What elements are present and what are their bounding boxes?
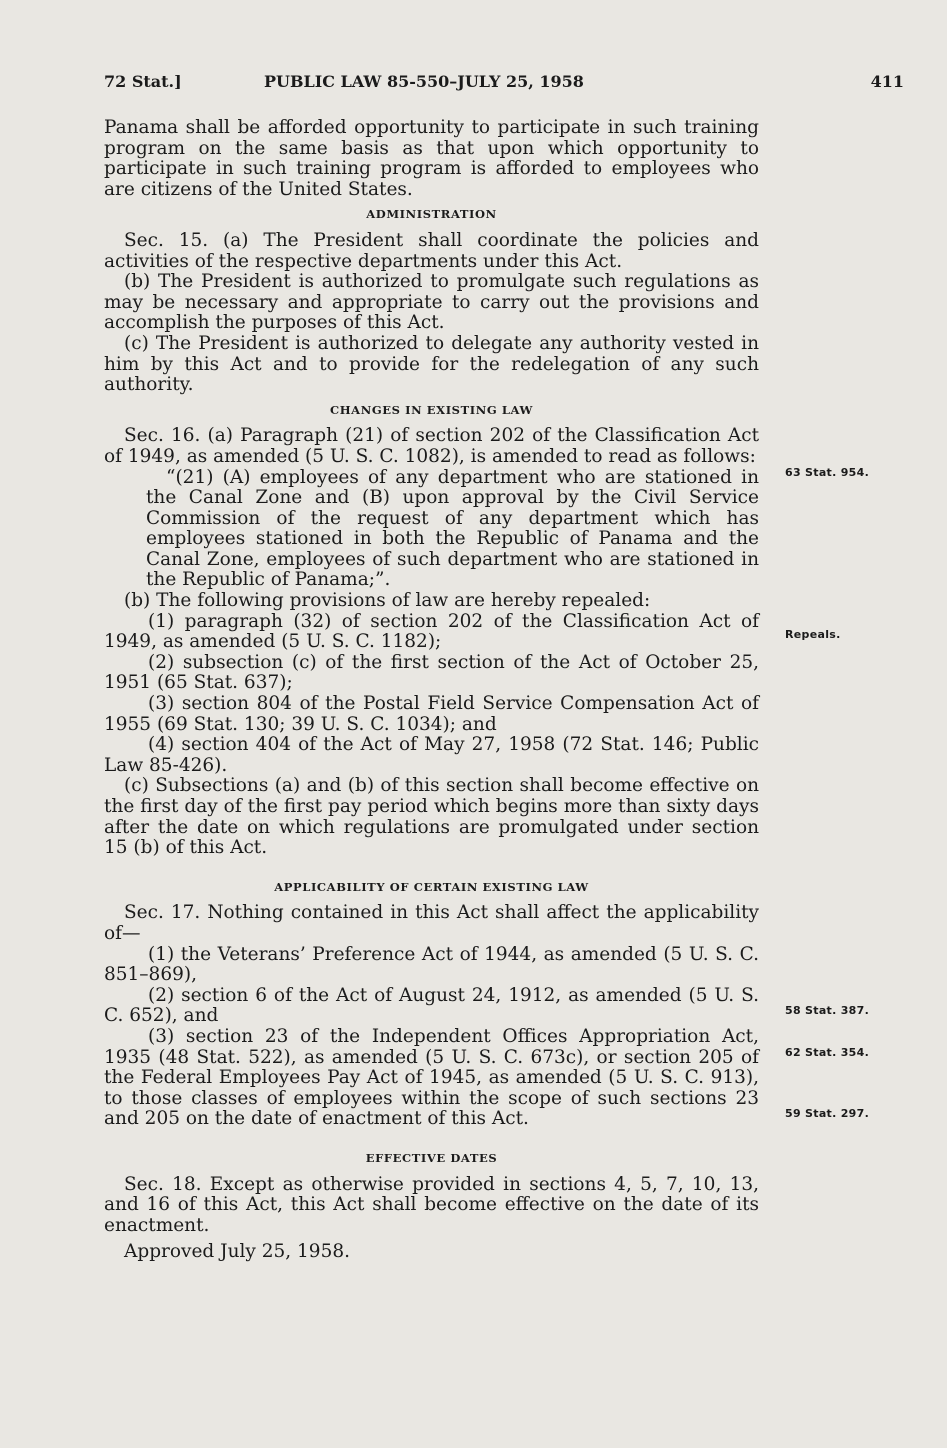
sec16-a: Sec. 16. (a) Paragraph (21) of section 202 of the Classification Act of 1949, as amended (5 U. S. C. 1082), is amended to read as follows:	[104, 425, 759, 467]
sec15-a: Sec. 15. (a) The President shall coordinate the policies and activities of the respective departments under this Act.	[104, 229, 759, 272]
intro-paragraph: Panama shall be afforded opportunity to participate in such training program on the same basis as that upon which opportunity to participate in such training program is afforded to employees who are citizens of the United States.	[104, 117, 759, 200]
margin-note-58-stat-387: 58 Stat. 387.	[785, 1004, 870, 1017]
approval-date: Approved July 25, 1958.	[124, 1241, 350, 1263]
sec16-b: (b) The following provisions of law are hereby repealed:	[124, 590, 651, 612]
sec16-quote: “(21) (A) employees of any department who are stationed in the Canal Zone and (B) upon approval by the Civil Service Commission of the request of any department which has employees stationed in both the Republic of Panama and the Canal Zone, employees of such department who are stationed in the Republic of Panama;”.	[146, 466, 759, 591]
sec16-b3: (3) section 804 of the Postal Field Service Compensation Act of 1955 (69 Stat. 130; 39 U. S. C. 1034); and	[104, 693, 759, 735]
sec16-b4: (4) section 404 of the Act of May 27, 1958 (72 Stat. 146; Public Law 85-426).	[104, 734, 759, 776]
sec17-2: (2) section 6 of the Act of August 24, 1912, as amended (5 U. S. C. 652), and	[104, 984, 759, 1027]
volume-reference: 72 Stat.]	[104, 72, 182, 91]
sec16-b2: (2) subsection (c) of the first section of the Act of October 25, 1951 (65 Stat. 637);	[104, 651, 759, 694]
sec17: Sec. 17. Nothing contained in this Act shall affect the applicability of—	[104, 902, 759, 944]
running-header	[104, 72, 904, 96]
margin-note-62-stat-354: 62 Stat. 354.	[785, 1046, 870, 1059]
sec16-b1: (1) paragraph (32) of section 202 of the Classification Act of 1949, as amended (5 U. S. C. 1182);	[104, 610, 759, 653]
changes-heading: CHANGES IN EXISTING LAW	[329, 402, 534, 417]
sec17-3: (3) section 23 of the Independent Offices Appropriation Act, 1935 (48 Stat. 522), as amended (5 U. S. C. 673c), or section 205 of the Federal Employees Pay Act of 1945, as amended (5 U. S. C. 913), to those classes of employees within the scope of such sections 23 and 205 on the date of enactment of this Act.	[104, 1025, 759, 1130]
applicability-heading: APPLICABILITY OF CERTAIN EXISTING LAW	[274, 879, 589, 894]
administration-heading: ADMINISTRATION	[366, 207, 497, 222]
sec16-c: (c) Subsections (a) and (b) of this section shall become effective on the first day of the first pay period which begins more than sixty days after the date on which regulations are promulgated under section 15 (b) of this Act.	[104, 775, 759, 859]
law-title: PUBLIC LAW 85-550–JULY 25, 1958	[264, 72, 584, 91]
law-body	[104, 118, 759, 1263]
page-number: 411	[870, 72, 904, 91]
sec15-b: (b) The President is authorized to promulgate such regulations as may be necessary and appropriate to carry out the provisions and accomplish the purposes of this Act.	[104, 271, 759, 334]
margin-note-63-stat-954: 63 Stat. 954.	[785, 466, 870, 479]
margin-note-59-stat-297: 59 Stat. 297.	[785, 1107, 870, 1120]
sec15-c: (c) The President is authorized to delegate any authority vested in him by this Act and to provide for the redelegation of any such authority.	[104, 332, 759, 396]
sec18: Sec. 18. Except as otherwise provided in sections 4, 5, 7, 10, 13, and 16 of this Act, this Act shall become effective on the date of its enactment.	[104, 1173, 759, 1236]
effective-heading: EFFECTIVE DATES	[365, 1150, 498, 1165]
sec17-1: (1) the Veterans’ Preference Act of 1944, as amended (5 U. S. C. 851–869),	[104, 943, 759, 986]
margin-note-repeals: Repeals.	[785, 628, 841, 641]
